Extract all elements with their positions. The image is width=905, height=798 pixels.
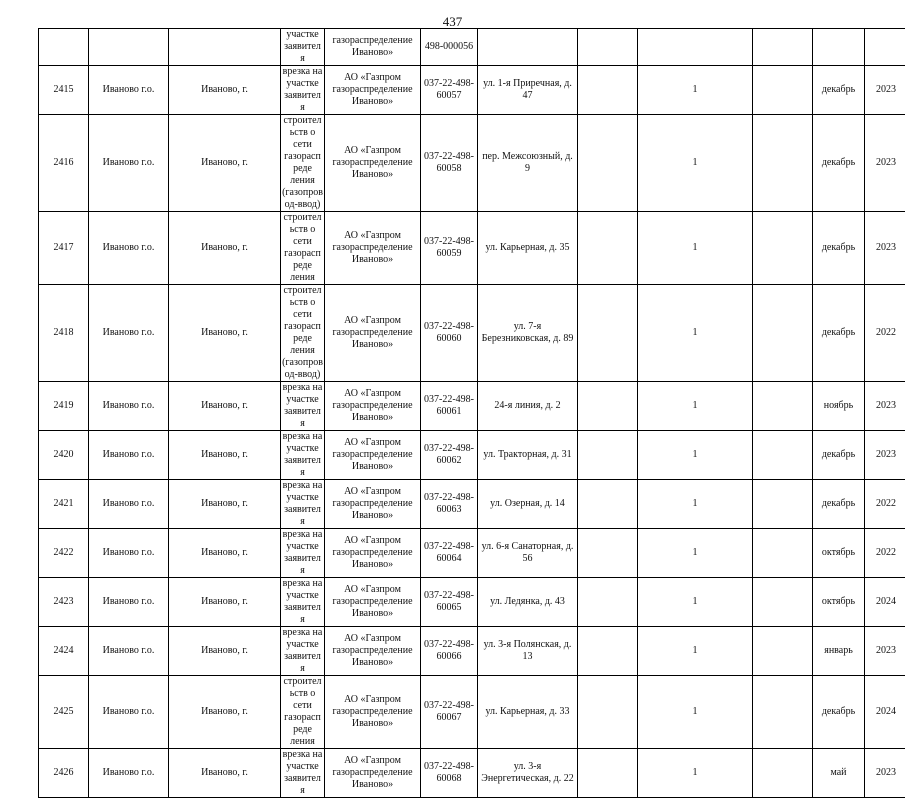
- municipality-cell: Иваново г.о.: [89, 66, 169, 115]
- locality-cell: Иваново, г.: [169, 212, 281, 285]
- locality-cell: Иваново, г.: [169, 431, 281, 480]
- locality-cell: Иваново, г.: [169, 115, 281, 212]
- address-cell: [478, 29, 578, 66]
- work-type-cell: врезка на участке заявителя: [281, 749, 325, 798]
- work-type-cell: врезка на участке заявителя: [281, 382, 325, 431]
- empty-cell: [578, 480, 638, 529]
- organization-cell: АО «Газпром газораспределение Иваново»: [325, 676, 421, 749]
- organization-cell: АО «Газпром газораспределение Иваново»: [325, 627, 421, 676]
- quantity-cell: 1: [638, 431, 753, 480]
- year-cell: 2022: [865, 285, 905, 382]
- table-row: [39, 29, 905, 66]
- year-cell: 2023: [865, 115, 905, 212]
- month-cell: октябрь: [813, 578, 865, 627]
- quantity-cell: 1: [638, 285, 753, 382]
- month-cell: январь: [813, 627, 865, 676]
- work-type-cell: врезка на участке заявителя: [281, 431, 325, 480]
- work-type-cell: строительств о сети газораспреде ления (газопровод-ввод): [281, 115, 325, 212]
- empty-cell: [578, 285, 638, 382]
- address-cell: ул. 3-я Энергетическая, д. 22: [478, 749, 578, 798]
- row-number-cell: 2421: [39, 480, 89, 529]
- row-number-cell: 2424: [39, 627, 89, 676]
- empty-cell: [578, 115, 638, 212]
- table-row: [39, 382, 905, 431]
- year-cell: 2023: [865, 431, 905, 480]
- record-id-cell: 037-22-498-60065: [421, 578, 478, 627]
- empty-cell: [753, 66, 813, 115]
- month-cell: декабрь: [813, 66, 865, 115]
- municipality-cell: Иваново г.о.: [89, 749, 169, 798]
- organization-cell: АО «Газпром газораспределение Иваново»: [325, 382, 421, 431]
- month-cell: ноябрь: [813, 382, 865, 431]
- quantity-cell: 1: [638, 212, 753, 285]
- month-cell: [813, 29, 865, 66]
- record-id-cell: 037-22-498-60066: [421, 627, 478, 676]
- record-id-cell: 037-22-498-60068: [421, 749, 478, 798]
- year-cell: 2023: [865, 66, 905, 115]
- organization-cell: АО «Газпром газораспределение Иваново»: [325, 212, 421, 285]
- locality-cell: Иваново, г.: [169, 676, 281, 749]
- record-id-cell: 037-22-498-60061: [421, 382, 478, 431]
- table-row: [39, 115, 905, 212]
- organization-cell: АО «Газпром газораспределение Иваново»: [325, 749, 421, 798]
- quantity-cell: [638, 29, 753, 66]
- address-cell: ул. Карьерная, д. 35: [478, 212, 578, 285]
- municipality-cell: Иваново г.о.: [89, 627, 169, 676]
- organization-cell: АО «Газпром газораспределение Иваново»: [325, 285, 421, 382]
- year-cell: 2023: [865, 382, 905, 431]
- municipality-cell: Иваново г.о.: [89, 529, 169, 578]
- locality-cell: Иваново, г.: [169, 578, 281, 627]
- record-id-cell: 037-22-498-60059: [421, 212, 478, 285]
- locality-cell: Иваново, г.: [169, 382, 281, 431]
- quantity-cell: 1: [638, 382, 753, 431]
- organization-cell: АО «Газпром газораспределение Иваново»: [325, 66, 421, 115]
- address-cell: ул. 1-я Приречная, д. 47: [478, 66, 578, 115]
- year-cell: 2022: [865, 480, 905, 529]
- record-id-cell: 037-22-498-60064: [421, 529, 478, 578]
- empty-cell: [578, 212, 638, 285]
- municipality-cell: Иваново г.о.: [89, 431, 169, 480]
- table-row: [39, 212, 905, 285]
- empty-cell: [753, 627, 813, 676]
- record-id-cell: 037-22-498-60067: [421, 676, 478, 749]
- record-id-cell: 037-22-498-60057: [421, 66, 478, 115]
- table-row: [39, 578, 905, 627]
- month-cell: декабрь: [813, 115, 865, 212]
- page-number: 437: [0, 14, 905, 30]
- record-id-cell: 037-22-498-60060: [421, 285, 478, 382]
- registry-body: [39, 29, 905, 798]
- municipality-cell: Иваново г.о.: [89, 676, 169, 749]
- record-id-cell: 037-22-498-60058: [421, 115, 478, 212]
- row-number-cell: 2422: [39, 529, 89, 578]
- month-cell: декабрь: [813, 285, 865, 382]
- organization-cell: АО «Газпром газораспределение Иваново»: [325, 529, 421, 578]
- quantity-cell: 1: [638, 480, 753, 529]
- municipality-cell: Иваново г.о.: [89, 480, 169, 529]
- quantity-cell: 1: [638, 66, 753, 115]
- address-cell: ул. 3-я Полянская, д. 13: [478, 627, 578, 676]
- work-type-cell: врезка на участке заявителя: [281, 66, 325, 115]
- address-cell: ул. Ледянка, д. 43: [478, 578, 578, 627]
- organization-cell: газораспределение Иваново»: [325, 29, 421, 66]
- work-type-cell: врезка на участке заявителя: [281, 578, 325, 627]
- record-id-cell: 037-22-498-60063: [421, 480, 478, 529]
- quantity-cell: 1: [638, 578, 753, 627]
- quantity-cell: 1: [638, 627, 753, 676]
- row-number-cell: 2420: [39, 431, 89, 480]
- row-number-cell: 2415: [39, 66, 89, 115]
- empty-cell: [578, 676, 638, 749]
- table-row: [39, 480, 905, 529]
- municipality-cell: Иваново г.о.: [89, 382, 169, 431]
- registry-table: [38, 28, 905, 798]
- empty-cell: [753, 29, 813, 66]
- work-type-cell: врезка на участке заявителя: [281, 480, 325, 529]
- empty-cell: [578, 29, 638, 66]
- table-row: [39, 285, 905, 382]
- year-cell: [865, 29, 905, 66]
- empty-cell: [753, 115, 813, 212]
- empty-cell: [578, 66, 638, 115]
- empty-cell: [578, 382, 638, 431]
- year-cell: 2023: [865, 627, 905, 676]
- quantity-cell: 1: [638, 749, 753, 798]
- municipality-cell: Иваново г.о.: [89, 115, 169, 212]
- locality-cell: [169, 29, 281, 66]
- empty-cell: [753, 480, 813, 529]
- row-number-cell: 2416: [39, 115, 89, 212]
- row-number-cell: 2425: [39, 676, 89, 749]
- empty-cell: [578, 627, 638, 676]
- month-cell: декабрь: [813, 431, 865, 480]
- year-cell: 2024: [865, 676, 905, 749]
- table-row: [39, 66, 905, 115]
- month-cell: декабрь: [813, 480, 865, 529]
- quantity-cell: 1: [638, 529, 753, 578]
- row-number-cell: [39, 29, 89, 66]
- address-cell: 24-я линия, д. 2: [478, 382, 578, 431]
- year-cell: 2023: [865, 212, 905, 285]
- empty-cell: [753, 529, 813, 578]
- month-cell: декабрь: [813, 676, 865, 749]
- work-type-cell: врезка на участке заявителя: [281, 627, 325, 676]
- empty-cell: [753, 285, 813, 382]
- address-cell: ул. Карьерная, д. 33: [478, 676, 578, 749]
- empty-cell: [578, 431, 638, 480]
- locality-cell: Иваново, г.: [169, 529, 281, 578]
- municipality-cell: Иваново г.о.: [89, 212, 169, 285]
- row-number-cell: 2423: [39, 578, 89, 627]
- organization-cell: АО «Газпром газораспределение Иваново»: [325, 431, 421, 480]
- municipality-cell: Иваново г.о.: [89, 285, 169, 382]
- organization-cell: АО «Газпром газораспределение Иваново»: [325, 115, 421, 212]
- year-cell: 2022: [865, 529, 905, 578]
- table-row: [39, 676, 905, 749]
- empty-cell: [753, 578, 813, 627]
- empty-cell: [753, 382, 813, 431]
- address-cell: ул. Тракторная, д. 31: [478, 431, 578, 480]
- address-cell: пер. Межсоюзный, д. 9: [478, 115, 578, 212]
- record-id-cell: 037-22-498-60062: [421, 431, 478, 480]
- address-cell: ул. Озерная, д. 14: [478, 480, 578, 529]
- empty-cell: [578, 578, 638, 627]
- address-cell: ул. 7-я Березниковская, д. 89: [478, 285, 578, 382]
- month-cell: май: [813, 749, 865, 798]
- work-type-cell: участке заявителя: [281, 29, 325, 66]
- locality-cell: Иваново, г.: [169, 480, 281, 529]
- municipality-cell: [89, 29, 169, 66]
- empty-cell: [753, 749, 813, 798]
- month-cell: декабрь: [813, 212, 865, 285]
- work-type-cell: строительств о сети газораспреде ления: [281, 212, 325, 285]
- empty-cell: [578, 749, 638, 798]
- locality-cell: Иваново, г.: [169, 285, 281, 382]
- organization-cell: АО «Газпром газораспределение Иваново»: [325, 480, 421, 529]
- row-number-cell: 2418: [39, 285, 89, 382]
- locality-cell: Иваново, г.: [169, 66, 281, 115]
- table-row: [39, 529, 905, 578]
- municipality-cell: Иваново г.о.: [89, 578, 169, 627]
- table-row: [39, 627, 905, 676]
- quantity-cell: 1: [638, 115, 753, 212]
- organization-cell: АО «Газпром газораспределение Иваново»: [325, 578, 421, 627]
- empty-cell: [753, 676, 813, 749]
- locality-cell: Иваново, г.: [169, 749, 281, 798]
- work-type-cell: строительств о сети газораспреде ления: [281, 676, 325, 749]
- table-row: [39, 749, 905, 798]
- row-number-cell: 2419: [39, 382, 89, 431]
- work-type-cell: врезка на участке заявителя: [281, 529, 325, 578]
- work-type-cell: строительств о сети газораспреде ления (газопровод-ввод): [281, 285, 325, 382]
- table-row: [39, 431, 905, 480]
- empty-cell: [578, 529, 638, 578]
- year-cell: 2023: [865, 749, 905, 798]
- empty-cell: [753, 212, 813, 285]
- locality-cell: Иваново, г.: [169, 627, 281, 676]
- address-cell: ул. 6-я Санаторная, д. 56: [478, 529, 578, 578]
- quantity-cell: 1: [638, 676, 753, 749]
- year-cell: 2024: [865, 578, 905, 627]
- row-number-cell: 2417: [39, 212, 89, 285]
- empty-cell: [753, 431, 813, 480]
- month-cell: октябрь: [813, 529, 865, 578]
- record-id-cell: 498-000056: [421, 29, 478, 66]
- row-number-cell: 2426: [39, 749, 89, 798]
